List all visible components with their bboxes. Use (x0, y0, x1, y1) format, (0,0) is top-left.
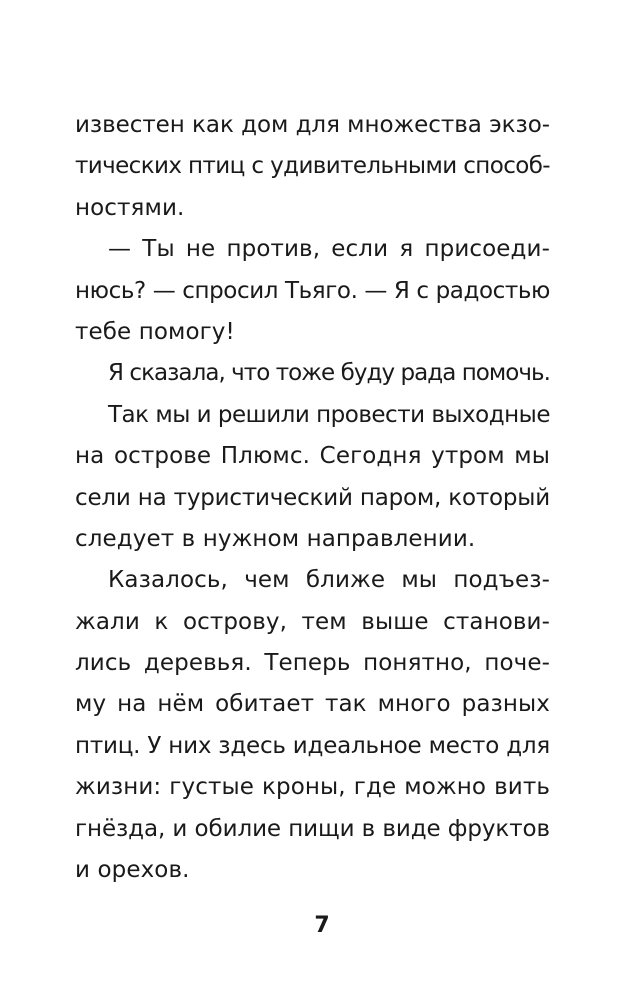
text-line: Я сказала, что тоже буду рада помочь. (108, 360, 550, 387)
text-line: тебе помогу! (75, 318, 235, 345)
text-line: следует в нужном направлении. (75, 525, 476, 552)
body-text (75, 105, 550, 891)
text-line: Так мы и решили провести выходные (108, 401, 550, 428)
text-line: на острове Плюмс. Сегодня утром мы (75, 443, 550, 470)
text-line: му на нём обитает так много разных (75, 691, 550, 718)
text-line: Казалось, чем ближе мы подъез- (108, 567, 550, 594)
text-line: птиц. У них здесь идеальное место для (75, 732, 550, 759)
text-line: тических птиц с удивительными способ- (75, 153, 550, 180)
text-line: гнёзда, и обилие пищи в виде фруктов (75, 815, 550, 842)
text-line: и орехов. (75, 857, 190, 884)
text-line: нюсь? — спросил Тьяго. — Я с радостью (75, 277, 550, 304)
text-line: известен как дом для множества экзо- (75, 112, 550, 138)
text-line: лись деревья. Теперь понятно, поче- (75, 650, 550, 677)
page-number: 7 (314, 913, 330, 938)
text-line: жали к острову, тем выше станови- (75, 608, 550, 635)
text-line: ностями. (75, 194, 185, 221)
text-line: — Ты не против, если я присоеди- (108, 236, 550, 263)
text-line: сели на туристический паром, который (75, 484, 550, 511)
text-line: жизни: густые кроны, где можно вить (75, 774, 550, 801)
